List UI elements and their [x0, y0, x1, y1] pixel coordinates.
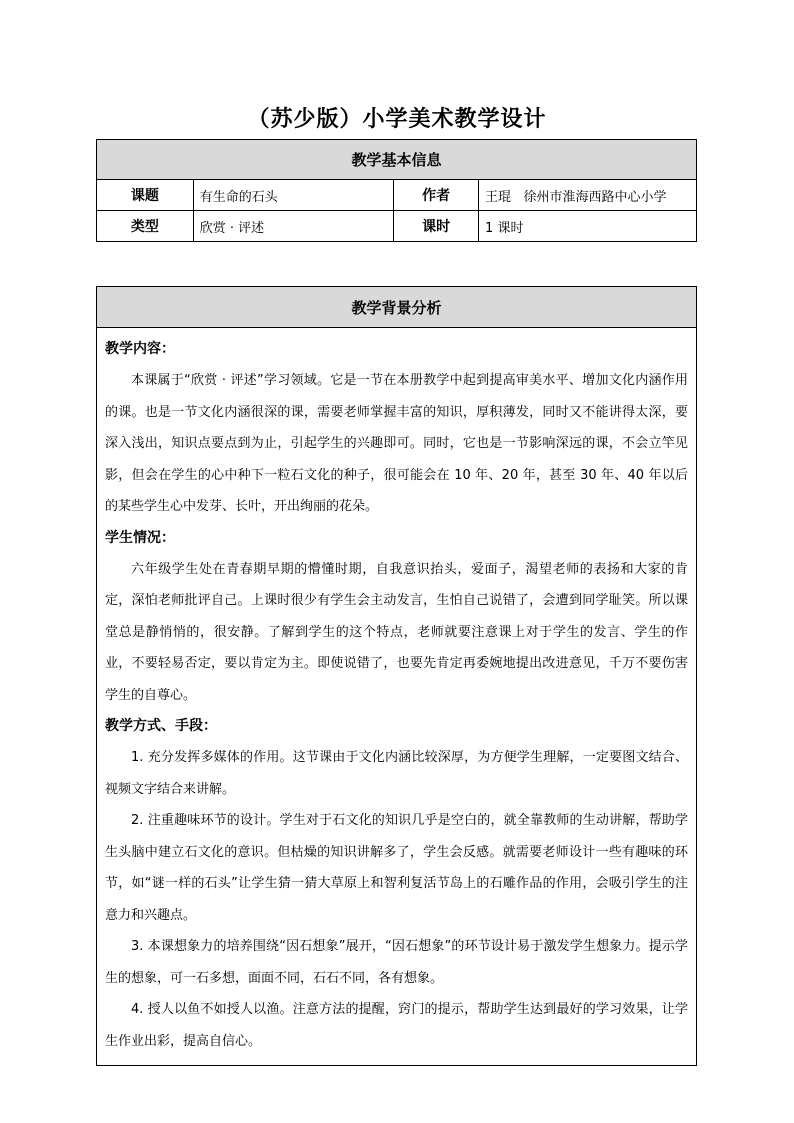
table-row — [97, 180, 697, 211]
type-label: 类型 — [97, 211, 194, 242]
paragraph: 六年级学生处在青春期早期的懵懂时期，自我意识抬头，爱面子，渴望老师的表扬和大家的肯定，深怕老师批评自己。上课时很少有学生会主动发言，生怕自己说错了，会遭到同学耻笑。所以课堂总是静悄悄的，很安静。了解到学生的这个特点，老师就要注意课上对于学生的发言、学生的作业，不要轻易否定，要以肯定为主。即使说错了，也要先肯定再委婉地提出改进意见，千万不要伤害学生的自尊心。 — [105, 561, 688, 703]
section-heading: 教学方式、手段： — [105, 718, 217, 734]
section-heading: 学生情况： — [105, 529, 175, 546]
section-heading: 教学内容： — [105, 341, 175, 357]
paragraph: 2. 注重趣味环节的设计。学生对于石文化的知识几乎是空白的，就全靠教师的生动讲解，帮助学生头脑中建立石文化的意识。但枯燥的知识讲解多了，学生会反感。就需要老师设计一些有趣味的环节，如“谜一样的石头”让学生猜一猜大草原上和智利复活节岛上的石雕作品的作用，会吸引学生的注意力和兴趣点。 — [105, 813, 688, 923]
paragraph: 3. 本课想象力的培养围绕“因石想象”展开，“因石想象”的环节设计易于激发学生想象力。提示学生的想象，可一石多想，面面不同，石石不同，各有想象。 — [105, 939, 688, 986]
table-row — [97, 211, 697, 242]
background-analysis-content — [97, 328, 697, 1066]
basic-info-header: 教学基本信息 — [97, 140, 697, 180]
background-analysis-table — [96, 286, 697, 1066]
background-analysis-header: 教学背景分析 — [97, 287, 697, 328]
period-value: 1 课时 — [479, 211, 697, 242]
author-label: 作者 — [394, 180, 479, 211]
paragraph: 1. 充分发挥多媒体的作用。这节课由于文化内涵比较深厚，为方便学生理解，一定要图文结合、视频文字结合来讲解。 — [105, 750, 688, 797]
period-label: 课时 — [394, 211, 479, 242]
author-value: 王琨 徐州市淮海西路中心小学 — [479, 180, 697, 211]
type-value: 欣赏 · 评述 — [193, 211, 393, 242]
topic-value: 有生命的石头 — [193, 180, 393, 211]
basic-info-table — [96, 139, 697, 242]
page-title: （苏少版）小学美术教学设计 — [247, 107, 547, 132]
paragraph: 本课属于“欣赏 · 评述”学习领域。它是一节在本册教学中起到提高审美水平、增加文化内涵作用的课。也是一节文化内涵很深的课，需要老师掌握丰富的知识，厚积薄发，同时又不能讲得太深，要深入浅出，知识点要点到为止，引起学生的兴趣即可。同时，它也是一节影响深远的课，不会立竿见影，但会在学生的心中种下一粒石文化的种子，很可能会在 10 年、20 年，甚至 30 年、40 年以后的某些学生心中发芽、长叶，开出绚丽的花朵。 — [105, 373, 688, 514]
paragraph: 4. 授人以鱼不如授人以渔。注意方法的提醒，窍门的提示，帮助学生达到最好的学习效果，让学生作业出彩，提高自信心。 — [105, 1002, 688, 1049]
topic-label: 课题 — [97, 180, 194, 211]
